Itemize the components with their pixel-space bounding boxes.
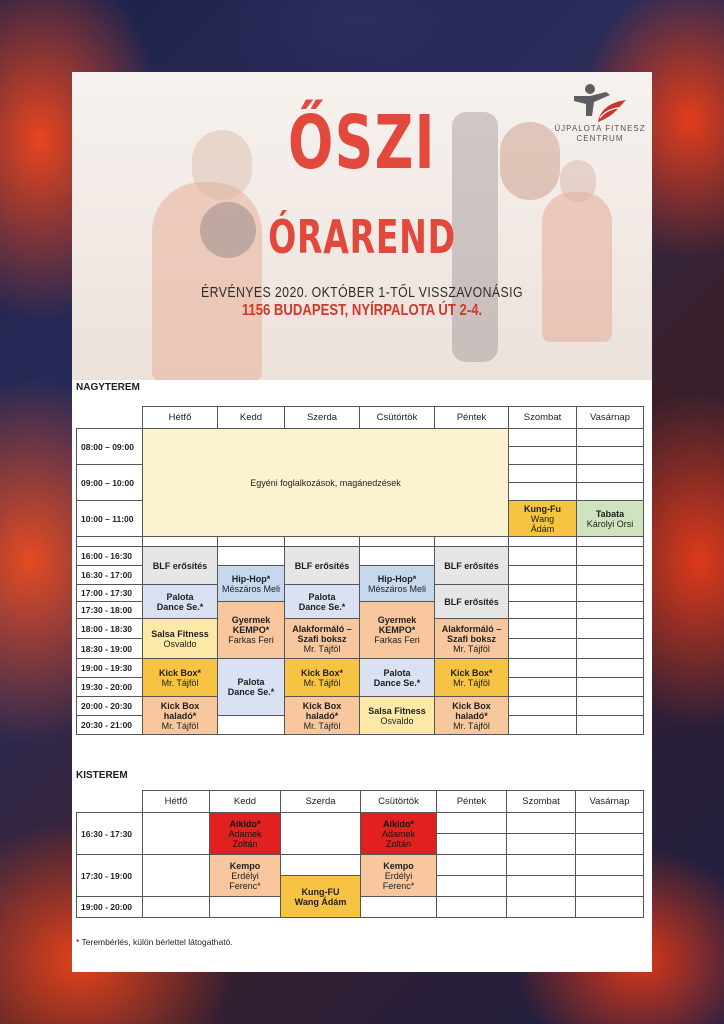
logo-text-line1: ÚJPALOTA FITNESZ — [554, 124, 646, 133]
trainer-name: Mr. Tájföl — [453, 643, 490, 654]
table-row — [77, 855, 644, 876]
time-cell: 17:30 - 19:00 — [77, 855, 143, 897]
time-cell: 19:30 - 20:00 — [77, 678, 143, 697]
empty-cell — [281, 813, 361, 855]
time-cell: 19:00 - 19:30 — [77, 659, 143, 678]
class-name: Dance Se.* — [227, 687, 275, 697]
class-name: Dance Se.* — [156, 601, 204, 612]
empty-cell — [576, 897, 644, 918]
empty-cell — [210, 897, 281, 918]
trainer-name: Zoltán — [232, 838, 258, 849]
class-name: haladó* — [163, 710, 197, 721]
nagyterem-table — [76, 406, 644, 735]
empty-cell — [507, 855, 576, 876]
trainer-name: Ferenc* — [382, 880, 415, 891]
class-kempo — [361, 855, 437, 897]
hero-banner — [72, 72, 652, 380]
class-kungfu — [509, 501, 577, 537]
table-row — [77, 659, 644, 678]
class-name: Hip-Hop* — [231, 573, 271, 584]
class-kickbox-advanced — [435, 697, 509, 735]
empty-cell — [507, 834, 576, 855]
empty-cell — [577, 619, 644, 639]
empty-cell — [509, 585, 577, 602]
day-header: Hétfő — [143, 791, 210, 813]
empty-cell — [509, 678, 577, 697]
table-row — [77, 547, 644, 566]
trainer-name: Adamek — [381, 828, 416, 839]
empty-cell — [577, 602, 644, 619]
class-palota — [218, 659, 285, 716]
time-cell: 10:00 – 11:00 — [77, 501, 143, 537]
trainer-name: Erdélyi — [384, 870, 413, 881]
day-header: Péntek — [437, 791, 507, 813]
empty-cell — [509, 447, 577, 465]
class-name: Aikido* — [229, 818, 261, 829]
trainer-name: Mr. Tájföl — [161, 677, 199, 688]
empty-cell — [509, 566, 577, 585]
class-name: Palota — [308, 591, 336, 602]
empty-cell — [361, 897, 437, 918]
kisterem-table — [76, 790, 644, 918]
trainer-name: Mr. Tájföl — [453, 677, 490, 688]
class-name: Kick Box* — [450, 667, 493, 678]
class-name: Tabata — [595, 508, 625, 519]
class-name: Aikido* — [382, 818, 414, 829]
empty-cell — [509, 465, 577, 483]
class-kickbox — [285, 659, 360, 697]
time-cell: 19:00 - 20:00 — [77, 897, 143, 918]
table-row — [77, 897, 644, 918]
header-row — [77, 791, 644, 813]
footnote: * Terembérlés, külön bérlettel látogatható. — [76, 937, 233, 947]
empty-cell — [577, 429, 644, 447]
title-oszi: ŐSZI — [288, 100, 436, 186]
empty-cell — [507, 813, 576, 834]
empty-cell — [218, 547, 285, 566]
empty-cell — [437, 876, 507, 897]
day-header: Csütörtök — [361, 791, 437, 813]
class-kickbox-advanced — [143, 697, 218, 735]
empty-cell — [577, 716, 644, 735]
trainer-name: Mr. Tájföl — [303, 643, 341, 654]
class-name: Palota — [166, 591, 194, 602]
table-row — [77, 813, 644, 834]
empty-cell — [509, 547, 577, 566]
trainer-name: Mészáros Meli — [221, 583, 280, 594]
validity-text: ÉRVÉNYES 2020. OKTÓBER 1-TŐL VISSZAVONÁSIG — [201, 284, 523, 301]
header-row — [77, 407, 644, 429]
empty-cell — [509, 483, 577, 501]
empty-cell — [577, 659, 644, 678]
class-hiphop — [360, 566, 435, 602]
empty-cell — [509, 429, 577, 447]
class-name: Kick Box — [452, 700, 491, 711]
time-cell: 20:30 - 21:00 — [77, 716, 143, 735]
private-sessions-cell: Egyéni foglalkozások, magánedzések — [143, 429, 509, 537]
day-header: Péntek — [435, 407, 509, 429]
class-name: Kung-FU — [301, 886, 340, 897]
empty-cell — [509, 639, 577, 659]
empty-cell — [509, 602, 577, 619]
corner-cell — [77, 407, 143, 429]
class-kempo — [210, 855, 281, 897]
time-cell: 20:00 - 20:30 — [77, 697, 143, 716]
class-name: Kung-Fu — [524, 503, 561, 514]
class-name: Gyermek — [231, 615, 271, 625]
empty-cell — [577, 566, 644, 585]
empty-cell — [576, 834, 644, 855]
trainer-name: Ádám — [530, 523, 555, 534]
class-blf: BLF erősítés — [435, 547, 509, 585]
empty-cell — [437, 855, 507, 876]
empty-cell — [577, 465, 644, 483]
class-name: Hip-Hop* — [377, 573, 417, 584]
class-name: Szafi boksz — [446, 633, 496, 644]
empty-cell — [509, 716, 577, 735]
trainer-name: Károlyi Orsi — [586, 518, 634, 529]
class-name: Dance Se.* — [298, 601, 346, 612]
address-text: 1156 BUDAPEST, NYÍRPALOTA ÚT 2-4. — [241, 302, 483, 319]
class-name: haladó* — [455, 710, 488, 721]
class-name: Kick Box — [302, 700, 342, 711]
time-cell: 18:30 - 19:00 — [77, 639, 143, 659]
time-cell: 16:30 - 17:30 — [77, 813, 143, 855]
logo-icon — [570, 82, 630, 124]
class-blf: BLF erősítés — [285, 547, 360, 585]
day-header: Hétfő — [143, 407, 218, 429]
class-aikido — [210, 813, 281, 855]
day-header: Csütörtök — [360, 407, 435, 429]
trainer-name: Ferenc* — [229, 880, 261, 891]
empty-cell — [143, 897, 210, 918]
class-name: KEMPO* — [378, 625, 416, 635]
day-header: Szombat — [509, 407, 577, 429]
class-gyermek-kempo — [218, 602, 285, 659]
class-name: Kempo — [383, 860, 414, 871]
logo-text-line2: CENTRUM — [576, 134, 624, 143]
empty-cell — [577, 483, 644, 501]
class-name: Salsa Fitness — [368, 705, 426, 716]
time-cell: 09:00 – 10:00 — [77, 465, 143, 501]
class-palota — [143, 585, 218, 619]
empty-cell — [437, 897, 507, 918]
kisterem-label: KISTEREM — [76, 770, 128, 781]
time-cell: 08:00 – 09:00 — [77, 429, 143, 465]
class-blf: BLF erősítés — [435, 585, 509, 619]
empty-cell — [360, 547, 435, 566]
trainer-name: Mr. Tájföl — [161, 720, 199, 731]
empty-cell — [507, 876, 576, 897]
class-blf: BLF erősítés — [143, 547, 218, 585]
class-kungfu — [281, 876, 361, 918]
class-kickbox — [143, 659, 218, 697]
trainer-name: Farkas Feri — [374, 635, 420, 645]
trainer-name: Wang Ádám — [294, 896, 347, 907]
empty-cell — [576, 813, 644, 834]
class-name: Kick Box* — [158, 667, 202, 678]
empty-cell — [281, 855, 361, 876]
empty-cell — [437, 813, 507, 834]
table-row — [77, 697, 644, 716]
empty-cell — [509, 619, 577, 639]
class-name: Dance Se.* — [373, 677, 421, 688]
trainer-name: Osvaldo — [380, 715, 414, 726]
time-cell: 16:30 - 17:00 — [77, 566, 143, 585]
empty-cell — [143, 813, 210, 855]
day-header: Vasárnap — [576, 791, 644, 813]
class-name: Kick Box — [160, 700, 200, 711]
class-name: KEMPO* — [232, 625, 270, 635]
empty-cell — [577, 639, 644, 659]
trainer-name: Osvaldo — [163, 638, 197, 649]
trainer-name: Adamek — [228, 828, 262, 839]
trainer-name: Wang — [530, 513, 555, 524]
spacer-row — [77, 537, 644, 547]
class-name: Palota — [237, 677, 265, 687]
empty-cell — [218, 716, 285, 735]
class-name: Szafi boksz — [297, 633, 347, 644]
day-header: Szerda — [281, 791, 361, 813]
empty-cell — [509, 659, 577, 678]
class-name: Palota — [383, 667, 411, 678]
class-hiphop — [218, 566, 285, 602]
time-cell: 18:00 - 18:30 — [77, 619, 143, 639]
class-alakformalo — [435, 619, 509, 659]
class-salsa — [360, 697, 435, 735]
empty-cell — [507, 897, 576, 918]
class-name: Kempo — [229, 860, 261, 871]
empty-cell — [577, 585, 644, 602]
empty-cell — [576, 855, 644, 876]
trainer-name: Mr. Tájföl — [453, 720, 490, 731]
trainer-name: Farkas Feri — [228, 635, 274, 645]
time-cell: 17:00 - 17:30 — [77, 585, 143, 602]
table-row — [77, 429, 644, 447]
trainer-name: Mr. Tájföl — [303, 677, 341, 688]
class-alakformalo — [285, 619, 360, 659]
class-name: Kick Box* — [300, 667, 344, 678]
empty-cell — [509, 697, 577, 716]
trainer-name: Mészáros Meli — [367, 583, 426, 594]
class-kickbox-advanced — [285, 697, 360, 735]
nagyterem-label: NAGYTEREM — [76, 382, 140, 393]
empty-cell — [577, 547, 644, 566]
class-tabata — [577, 501, 644, 537]
day-header: Kedd — [218, 407, 285, 429]
day-header: Kedd — [210, 791, 281, 813]
trainer-name: Mr. Tájföl — [303, 720, 341, 731]
day-header: Szombat — [507, 791, 576, 813]
corner-cell — [77, 791, 143, 813]
empty-cell — [577, 697, 644, 716]
class-name: Alakformáló – — [292, 623, 352, 634]
class-name: Alakformáló – — [441, 623, 502, 634]
empty-cell — [437, 834, 507, 855]
class-palota — [360, 659, 435, 697]
class-salsa — [143, 619, 218, 659]
title-orarend: ÓRAREND — [268, 210, 456, 264]
schedule-poster — [72, 72, 652, 972]
time-cell: 16:00 - 16:30 — [77, 547, 143, 566]
class-name: Gyermek — [377, 615, 417, 625]
day-header: Szerda — [285, 407, 360, 429]
class-name: Salsa Fitness — [151, 628, 209, 639]
class-gyermek-kempo — [360, 602, 435, 659]
empty-cell — [577, 447, 644, 465]
class-kickbox — [435, 659, 509, 697]
class-palota — [285, 585, 360, 619]
time-cell: 17:30 - 18:00 — [77, 602, 143, 619]
empty-cell — [143, 855, 210, 897]
empty-cell — [577, 678, 644, 697]
class-name: haladó* — [305, 710, 339, 721]
class-aikido — [361, 813, 437, 855]
trainer-name: Erdélyi — [231, 870, 259, 881]
day-header: Vasárnap — [577, 407, 644, 429]
trainer-name: Zoltán — [385, 838, 411, 849]
empty-cell — [576, 876, 644, 897]
